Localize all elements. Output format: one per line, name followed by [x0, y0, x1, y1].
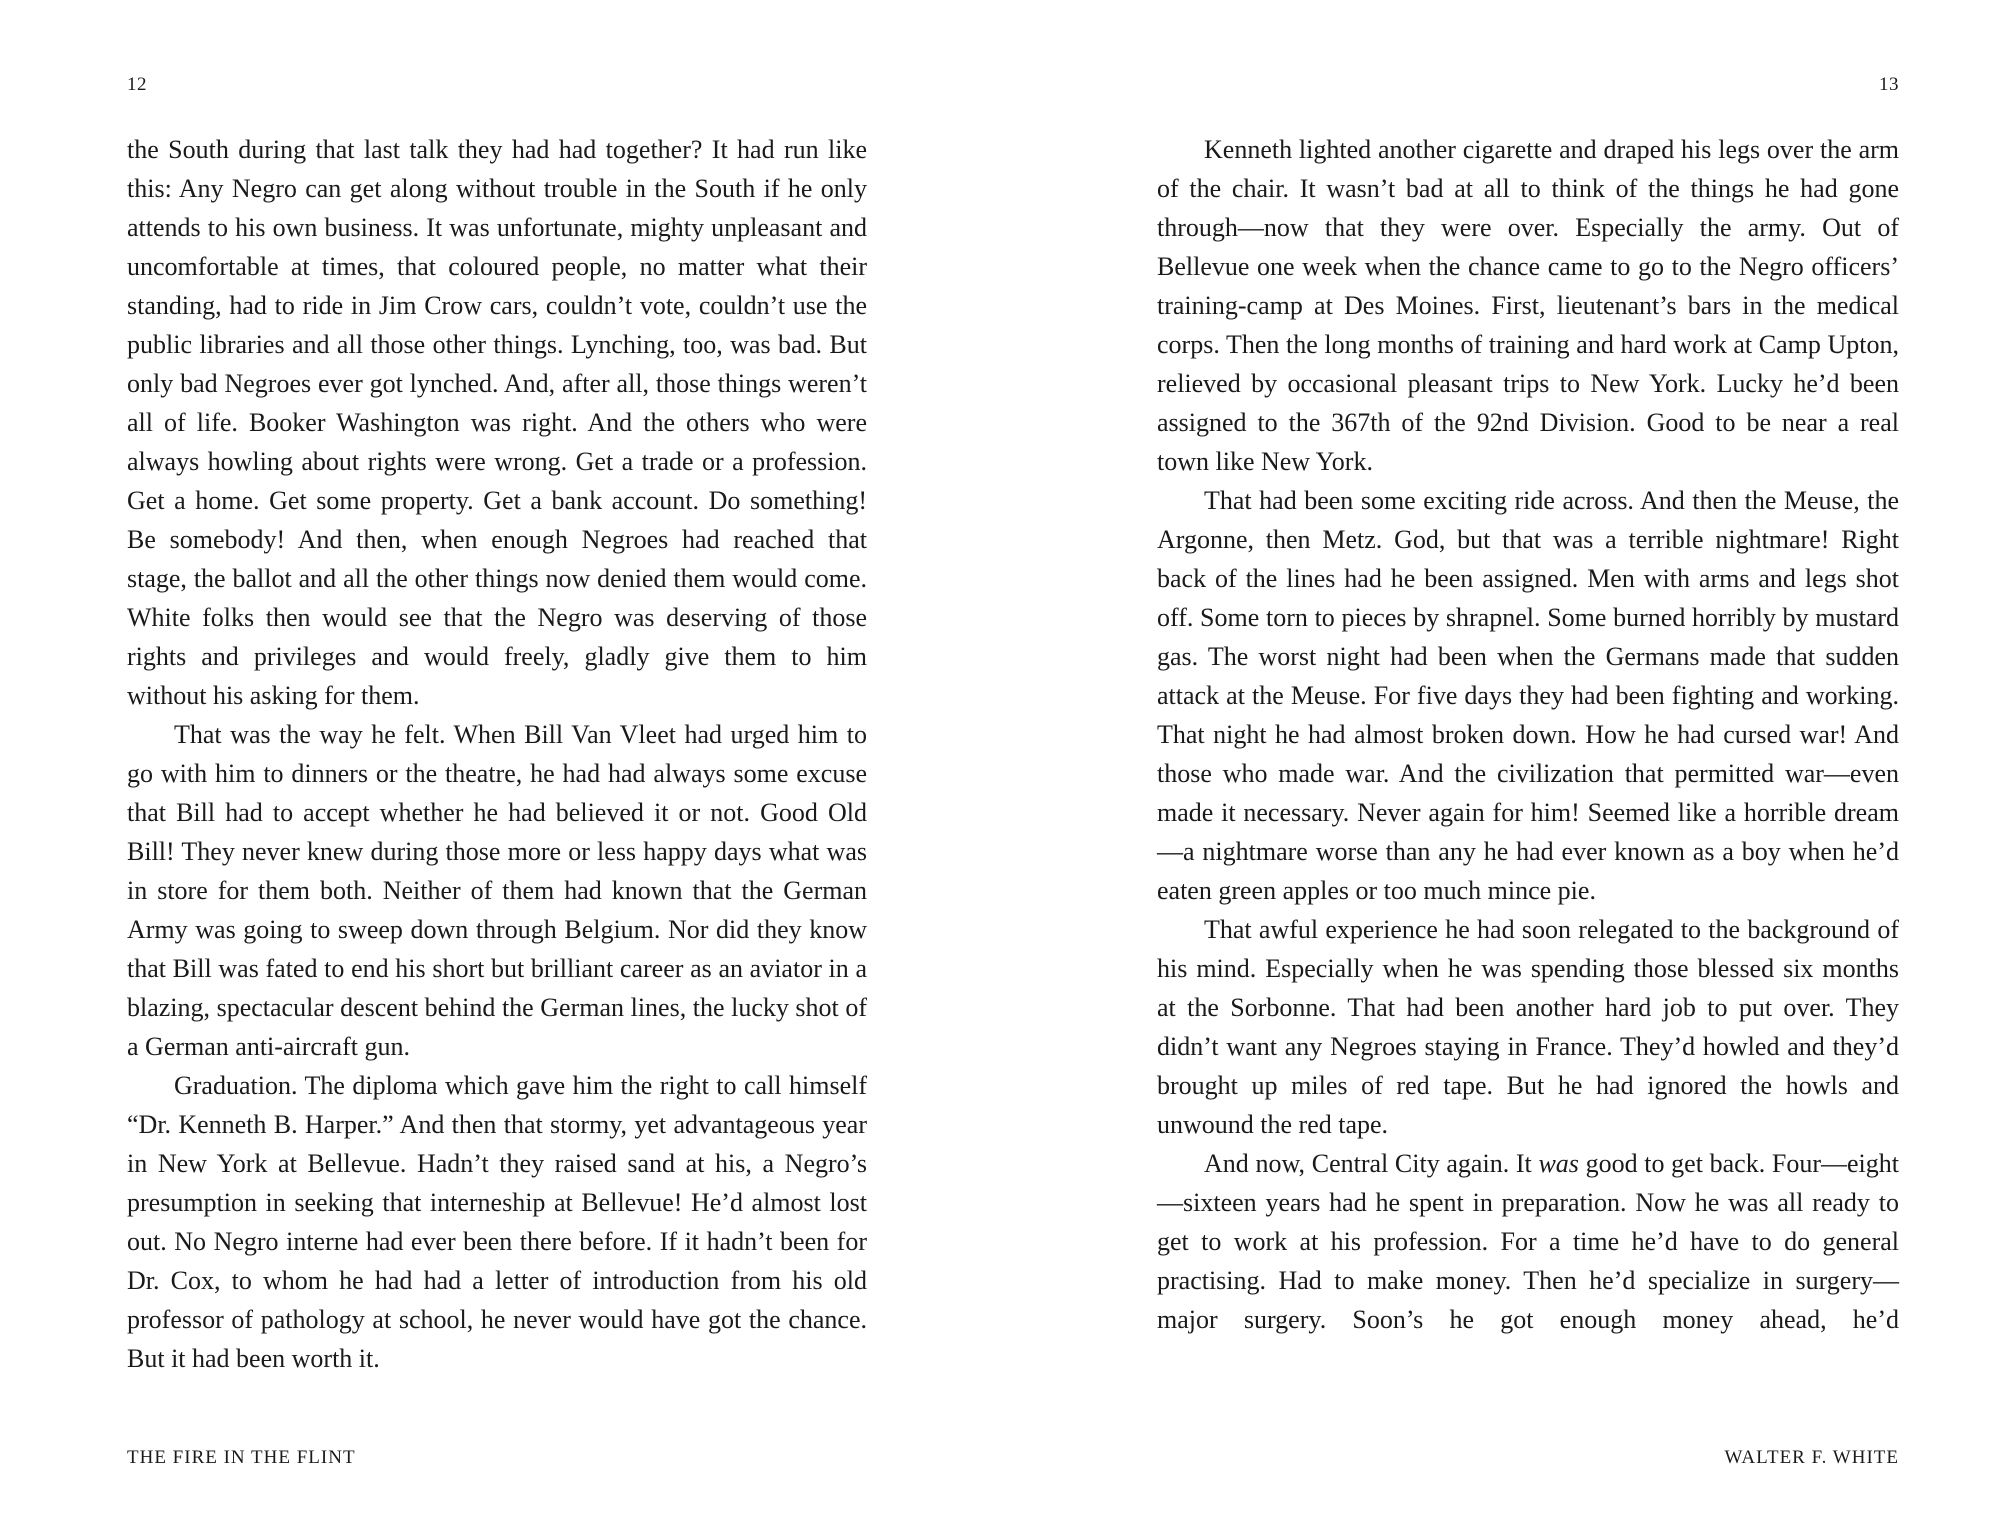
right-paragraph-4 [1157, 1144, 1899, 1339]
right-page [1157, 0, 1899, 1535]
left-paragraph-3: Graduation. The diploma which gave him the right to call himself “Dr. Kenneth B. Harper.” And then that stormy, yet advantageous year in New York at Bellevue. Hadn’t they raised sand at his, a Negro’s presumption in seeking that interneship at Bellevue! He’d almost lost out. No Negro interne had ever been there before. If it hadn’t been for Dr. Cox, to whom he had had a letter of introduction from his old professor of pathology at school, he never would have got the chance. But it had been worth it. [127, 1071, 867, 1373]
right-paragraph-1: Kenneth lighted another cigarette and draped his legs over the arm of the chair. It wasn’t bad at all to think of the things he had gone through—now that they were over. Especially the army. Out of Bellevue one week when the chance came to go to the Negro officers’ training-camp at Des Moines. First, lieutenant’s bars in the medical corps. Then the long months of training and hard work at Camp Upton, relieved by occasional pleasant trips to New York. Lucky he’d been assigned to the 367th of the 92nd Division. Good to be near a real town like New York. [1157, 135, 1899, 476]
right-paragraph-4-end: good to get back. Four—eight—sixteen years had he spent in preparation. Now he was all ready to get to work at his profession. For a time he’d have to do general practising. Had to make money. Then he’d specialize in surgery—major surgery. Soon’s he got enough money ahead, he’d [1157, 1149, 1899, 1334]
right-paragraph-3: That awful experience he had soon relegated to the background of his mind. Especially when he was spending those blessed six months at the Sorbonne. That had been another hard job to put over. They didn’t want any Negroes staying in France. They’d howled and they’d brought up miles of red tape. But he had ignored the howls and unwound the red tape. [1157, 915, 1899, 1139]
left-paragraph-1: the South during that last talk they had had together? It had run like this: Any Negro can get along without trouble in the South if he only attends to his own business. It was unfortunate, mighty unpleasant and uncomfortable at times, that coloured people, no matter what their standing, had to ride in Jim Crow cars, couldn’t vote, couldn’t use the public libraries and all those other things. Lynching, too, was bad. But only bad Negroes ever got lynched. And, after all, those things weren’t all of life. Booker Washington was right. And the others who were always howling about rights were wrong. Get a trade or a profession. Get a home. Get some property. Get a bank account. Do something! Be somebody! And then, when enough Negroes had reached that stage, the ballot and all the other things now denied them would come. White folks then would see that the Negro was deserving of those rights and privileges and would freely, gladly give them to him without his asking for them. [127, 135, 867, 710]
left-page-number: 12 [127, 74, 147, 95]
right-paragraph-2: That had been some exciting ride across. And then the Meuse, the Argonne, then Metz. God, but that was a terrible nightmare! Right back of the lines had he been assigned. Men with arms and legs shot off. Some torn to pieces by shrapnel. Some burned horribly by mustard gas. The worst night had been when the Germans made that sudden attack at the Meuse. For five days they had been fighting and working. That night he had almost broken down. How he had cursed war! And those who made war. And the civilization that permitted war—even made it necessary. Never again for him! Seemed like a horrible dream—a nightmare worse than any he had ever known as a boy when he’d eaten green apples or too much mince pie. [1157, 486, 1899, 905]
right-paragraph-4-start: And now, Central City again. It [1204, 1149, 1539, 1178]
left-running-footer: THE FIRE IN THE FLINT [127, 1447, 356, 1468]
left-page-body [127, 130, 867, 1378]
left-paragraph-2: That was the way he felt. When Bill Van Vleet had urged him to go with him to dinners or the theatre, he had had always some excuse that Bill had to accept whether he had believed it or not. Good Old Bill! They never knew during those more or less happy days what was in store for them both. Neither of them had known that the German Army was going to sweep down through Belgium. Nor did they know that Bill was fated to end his short but brilliant career as an aviator in a blazing, spectacular descent behind the German lines, the lucky shot of a German anti-aircraft gun. [127, 720, 867, 1061]
left-page [127, 0, 867, 1535]
right-page-number: 13 [1879, 74, 1899, 95]
right-page-body [1157, 130, 1899, 1339]
right-running-footer: WALTER F. WHITE [1724, 1447, 1899, 1468]
italic-emphasis: was [1538, 1149, 1579, 1178]
